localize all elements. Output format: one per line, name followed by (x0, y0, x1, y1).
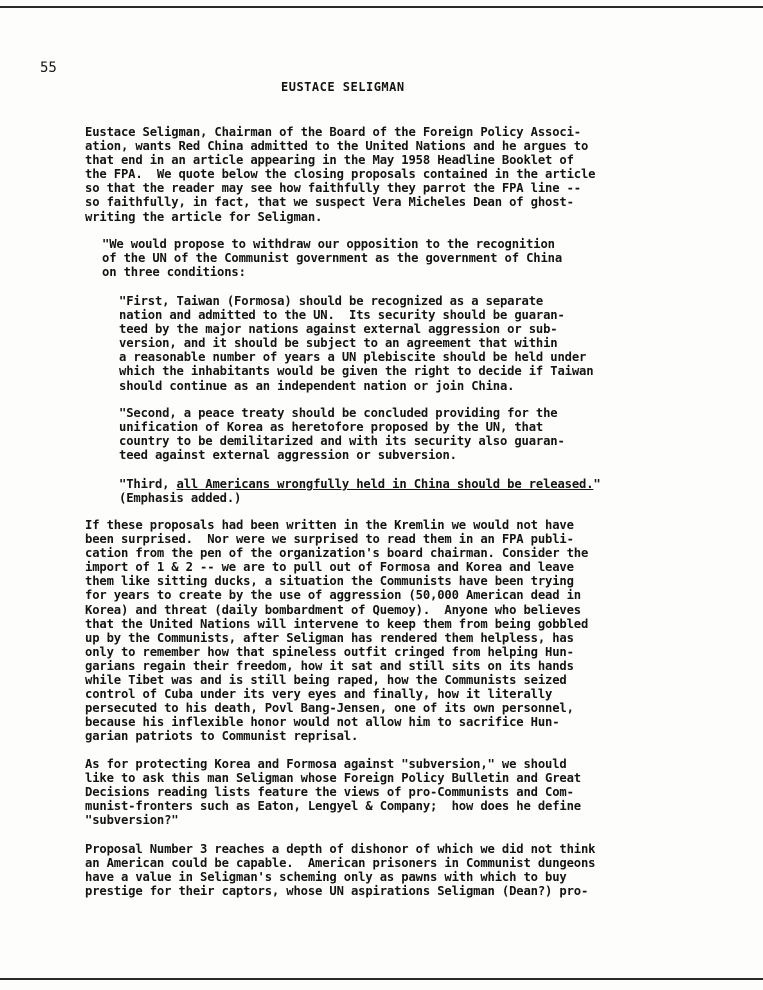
analysis-paragraph (85, 518, 588, 744)
text-line: have a value in Seligman's scheming only as pawns with which to buy (85, 870, 567, 885)
second-condition-paragraph (119, 406, 565, 462)
text-line: "We would propose to withdraw our opposition to the recognition (102, 237, 555, 251)
third-condition-suffix: " (593, 477, 601, 491)
text-line: an American could be capable. American prisoners in Communist dungeons (85, 856, 596, 871)
intro-paragraph (85, 125, 595, 224)
text-line: garian patriots to Communist reprisal. (85, 729, 359, 744)
text-line: control of Cuba under its very eyes and finally, how it literally (85, 687, 553, 702)
third-condition-emphasis: all Americans wrongfully held in China should be released. (176, 477, 594, 491)
text-line: them like sitting ducks, a situation the Communists have been trying (85, 574, 574, 589)
text-line: "First, Taiwan (Formosa) should be recognized as a separate (119, 294, 544, 308)
text-line: only to remember how that spineless outfit cringed from helping Hun- (85, 644, 574, 659)
text-line: unification of Korea as heretofore proposed by the UN, that (119, 420, 544, 435)
text-line: prestige for their captors, whose UN aspirations Seligman (Dean?) pro- (85, 884, 589, 899)
first-condition-paragraph (119, 294, 593, 393)
text-line: ation, wants Red China admitted to the United Nations and he argues to (85, 139, 589, 154)
page-title: EUSTACE SELIGMAN (281, 80, 405, 94)
text-line: on three conditions: (102, 265, 246, 280)
text-line: so faithfully, in fact, that we suspect Vera Micheles Dean of ghost- (85, 195, 574, 210)
text-line: because his inflexible honor would not allow him to sacrifice Hun- (85, 715, 560, 730)
text-line: country to be demilitarized and with its security also guaran- (119, 434, 565, 449)
proposal-3-paragraph (85, 842, 595, 898)
page-number: 55 (40, 60, 57, 76)
third-condition-paragraph (119, 477, 601, 505)
text-line: Eustace Seligman, Chairman of the Board of the Foreign Policy Associ- (85, 125, 581, 139)
bottom-rule (0, 978, 763, 980)
text-line: As for protecting Korea and Formosa against "subversion," we should (85, 757, 567, 771)
text-line: been surprised. Nor were we surprised to read them in an FPA publi- (85, 532, 574, 547)
text-line: If these proposals had been written in the Kremlin we would not have (85, 518, 574, 532)
text-line: persecuted to his death, Povl Bang-Jensen, one of its own personnel, (85, 701, 574, 716)
text-line: which the inhabitants would be given the right to decide if Taiwan (119, 364, 594, 379)
text-line: "subversion?" (85, 813, 179, 828)
text-line: import of 1 & 2 -- we are to pull out of Formosa and Korea and leave (85, 560, 574, 575)
text-line: that the United Nations will intervene to keep them from being gobbled (85, 616, 589, 631)
text-line: cation from the pen of the organization's board chairman. Consider the (85, 546, 589, 561)
text-line: teed by the major nations against external aggression or sub- (119, 322, 558, 337)
text-line: munist-fronters such as Eaton, Lengyel & Company; how does he define (85, 799, 581, 814)
third-condition-prefix: "Third, (119, 477, 177, 491)
emphasis-note: (Emphasis added.) (119, 491, 242, 506)
subversion-paragraph (85, 757, 581, 827)
text-line: up by the Communists, after Seligman has rendered them helpless, has (85, 630, 574, 645)
text-line: nation and admitted to the UN. Its security should be guaran- (119, 308, 565, 323)
text-line: version, and it should be subject to an agreement that within (119, 336, 558, 351)
text-line: that end in an article appearing in the May 1958 Headline Booklet of (85, 153, 574, 168)
text-line: so that the reader may see how faithfully they parrot the FPA line -- (85, 181, 581, 196)
text-line: a reasonable number of years a UN plebiscite should be held under (119, 350, 587, 365)
text-line: should continue as an independent nation or join China. (119, 378, 515, 393)
text-line: "Second, a peace treaty should be concluded providing for the (119, 406, 558, 420)
text-line: of the UN of the Communist government as the government of China (102, 251, 562, 266)
text-line: the FPA. We quote below the closing proposals contained in the article (85, 167, 596, 182)
text-line: Proposal Number 3 reaches a depth of dishonor of which we did not think (85, 842, 596, 856)
text-line: garians regain their freedom, how it sat and still sits on its hands (85, 658, 574, 673)
text-line: writing the article for Seligman. (85, 209, 323, 224)
text-line: Decisions reading lists feature the views of pro-Communists and Com- (85, 785, 574, 800)
text-line: like to ask this man Seligman whose Foreign Policy Bulletin and Great (85, 771, 581, 786)
top-rule (0, 6, 763, 8)
text-line: while Tibet was and is still being raped, how the Communists seized (85, 673, 567, 688)
quote-lead-paragraph (102, 237, 562, 279)
text-line: teed against external aggression or subversion. (119, 448, 457, 463)
text-line: for years to create by the use of aggression (50,000 American dead in (85, 588, 581, 603)
text-line: Korea) and threat (daily bombardment of Quemoy). Anyone who believes (85, 602, 581, 617)
